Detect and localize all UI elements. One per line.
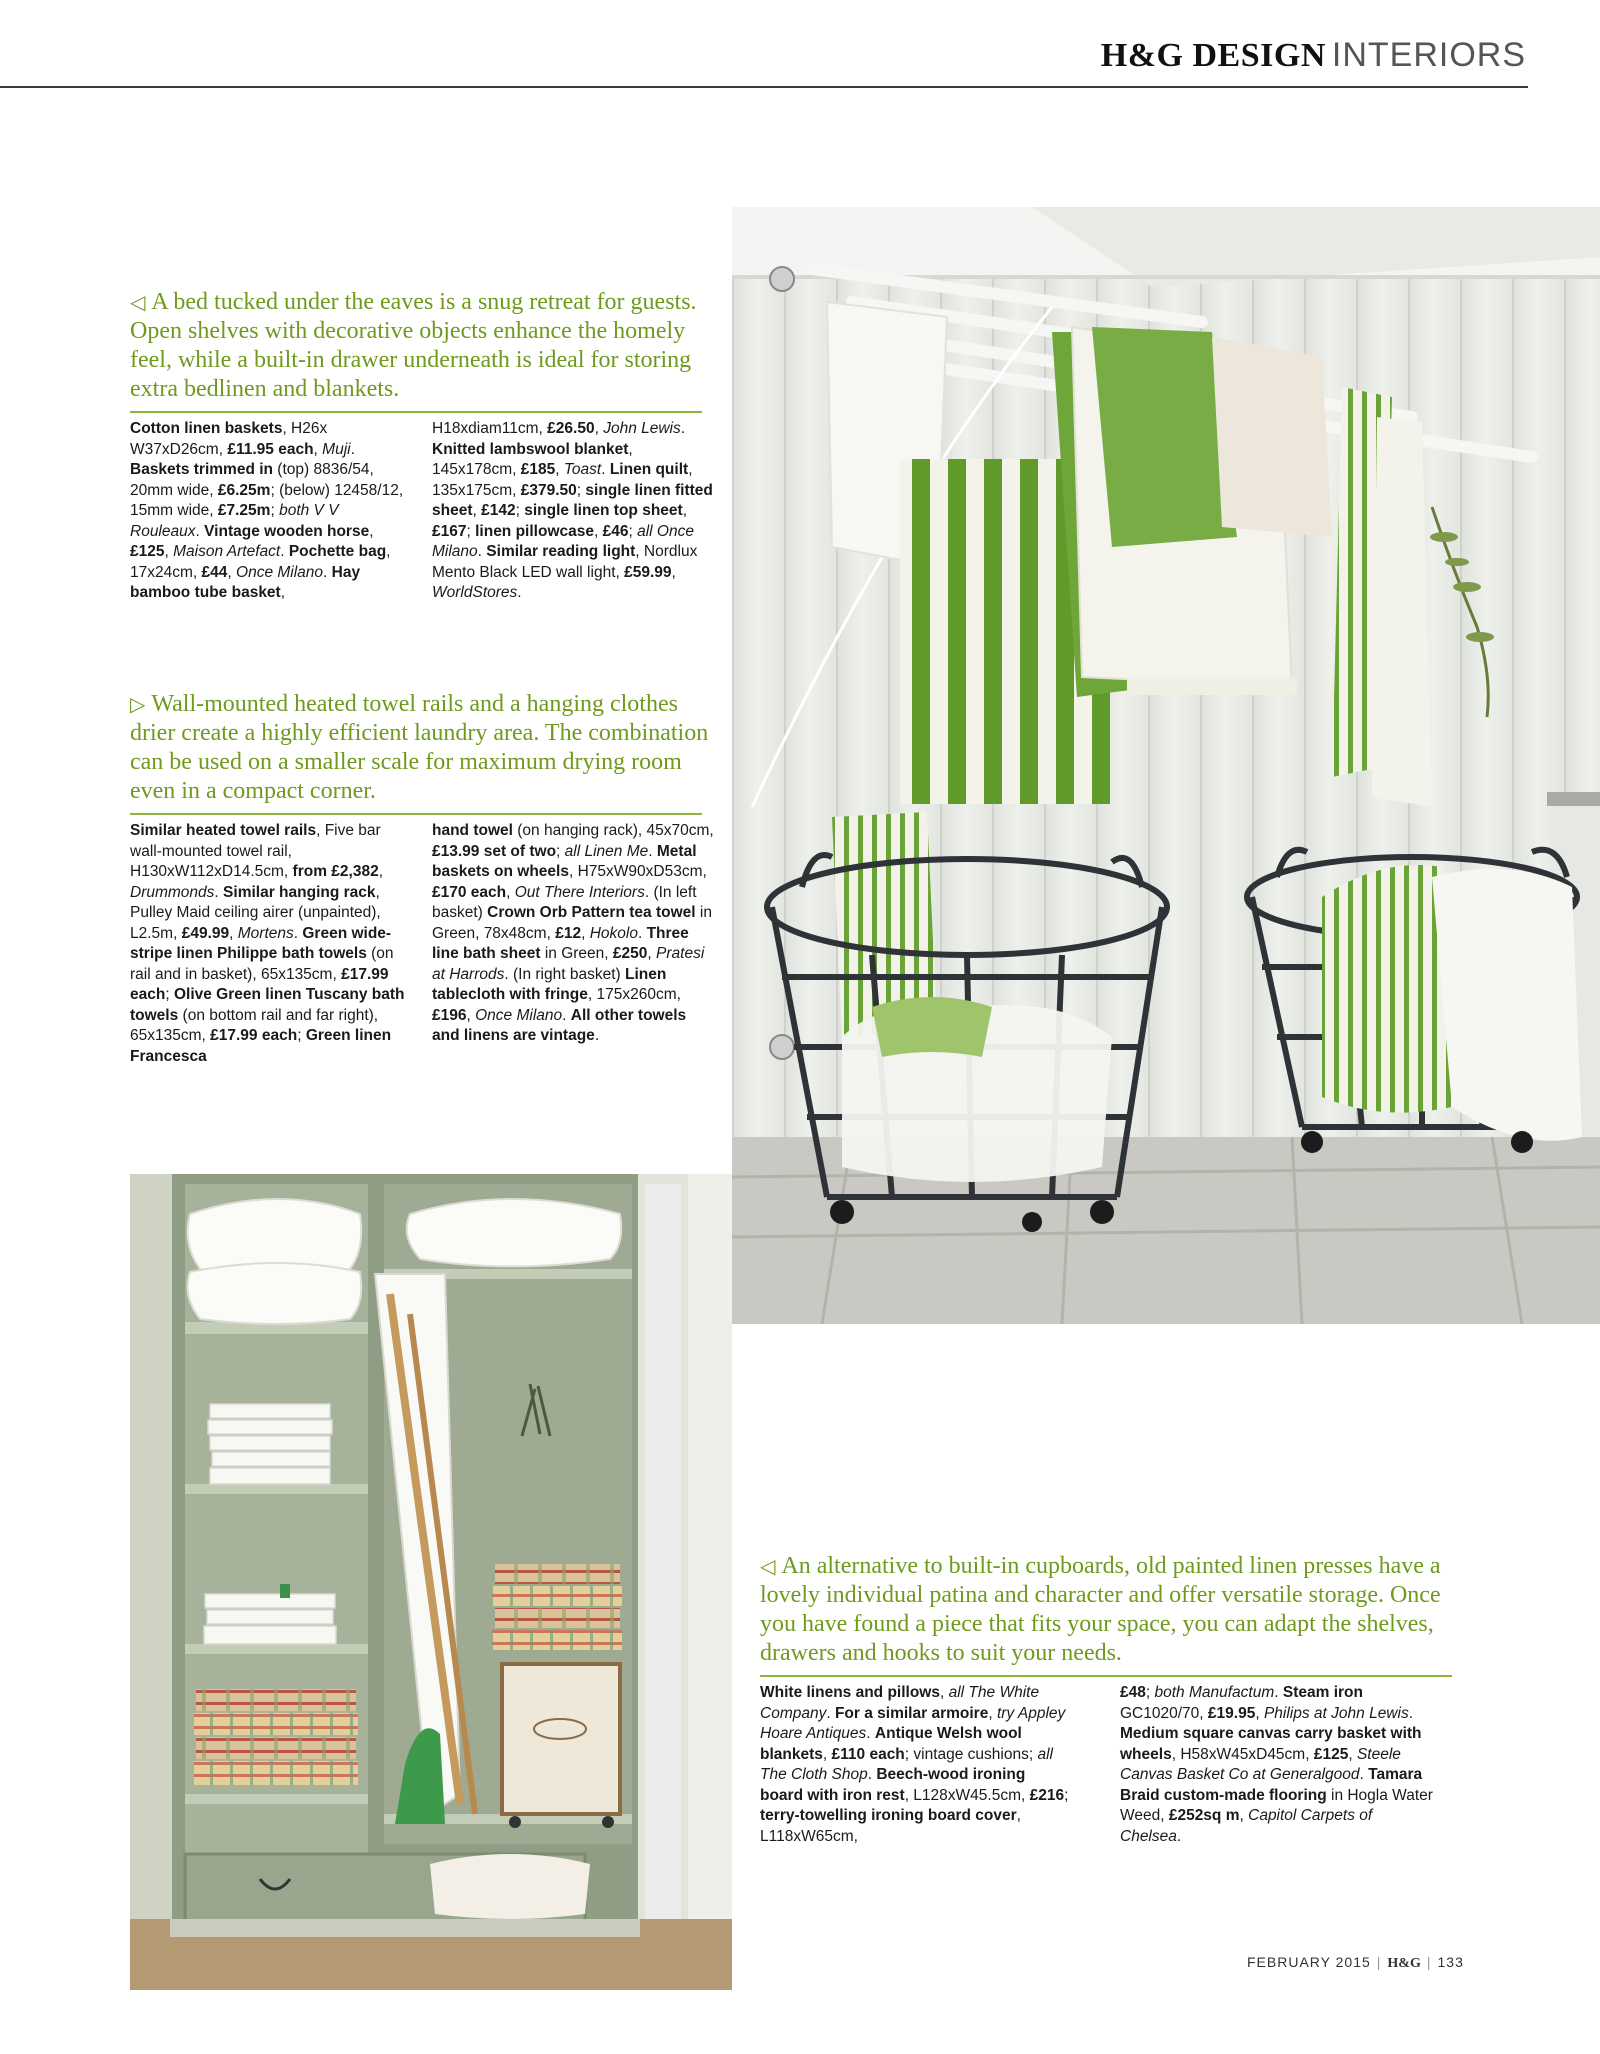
credit-detail: . <box>1408 1704 1414 1722</box>
credit-detail: (top) 8836/54, 20mm wide, <box>130 461 374 499</box>
credit-item-name: Beech-wood ironing board with iron rest <box>760 1766 1026 1804</box>
caption-rule <box>130 411 702 413</box>
credit-detail: ; <box>1064 1786 1069 1804</box>
credit-detail: GC1020/70, <box>1120 1704 1208 1722</box>
credit-item-name: Similar heated towel rails <box>130 822 317 839</box>
credit-detail: ; <box>576 481 586 499</box>
credits-block-1 <box>130 419 720 629</box>
credit-item-name: £7.25m <box>217 502 271 519</box>
credit-detail: in Green, 78x48cm, <box>432 904 712 942</box>
credit-stockist: Toast <box>563 461 602 478</box>
credit-detail: ; (below) 12458/12, 15mm wide, <box>130 481 404 519</box>
magazine-short: H&G <box>1387 1956 1421 1971</box>
credit-item-name: £379.50 <box>520 481 577 499</box>
credit-detail: . <box>477 543 487 560</box>
credit-detail: , H75xW90xD53cm, <box>568 863 707 880</box>
credit-item-name: Cotton linen baskets <box>130 420 283 437</box>
caption-linen-press <box>760 1552 1462 1668</box>
caption-rule <box>130 813 702 815</box>
credit-item-name: £11.95 each <box>227 440 314 458</box>
credit-item-name: Vintage wooden horse <box>204 522 370 540</box>
credit-detail: . <box>680 420 686 437</box>
credit-detail: . <box>195 522 205 540</box>
credit-item-name: £12 <box>555 924 582 942</box>
magazine-brand: H&G DESIGN <box>1100 37 1326 74</box>
credit-item-name: Olive Green linen Tuscany bath towels <box>130 986 405 1024</box>
credit-detail: . (In right basket) <box>504 965 625 983</box>
credit-detail: . <box>637 924 647 942</box>
credit-item-name: £196 <box>432 1006 467 1024</box>
credit-detail: . <box>826 1704 835 1722</box>
credit-detail: , H26x W37xD26cm, <box>130 420 328 458</box>
credit-item-name: single linen top sheet <box>524 502 683 519</box>
credit-item-name: £110 each <box>831 1745 905 1763</box>
credit-detail: (on hanging rack), 45x70cm, <box>512 822 714 839</box>
credit-item-name: Three line bath sheet <box>432 924 689 962</box>
credit-detail: ; <box>165 986 174 1003</box>
credit-item-name: Antique Welsh wool blankets <box>760 1725 1022 1763</box>
credit-detail: , <box>227 563 237 581</box>
credit-detail: . (In left basket) <box>432 883 697 921</box>
credit-item-name: £6.25m <box>217 481 271 499</box>
credit-detail: , 135x175cm, <box>432 461 693 499</box>
credit-detail: , <box>378 863 384 880</box>
credit-detail: , Five bar wall-mounted towel rail, H130xW112xD14.5cm, <box>130 822 381 880</box>
credit-detail: , <box>1239 1807 1249 1824</box>
credit-detail: in Hogla Water Weed, <box>1120 1786 1433 1824</box>
credit-stockist: all Linen Me <box>564 842 649 860</box>
credit-item-name: Hay bamboo tube basket <box>130 563 361 601</box>
credit-item-name: £167 <box>432 522 467 540</box>
credit-stockist: Once Milano <box>475 1006 563 1024</box>
credit-stockist: all The White Company <box>760 1684 1040 1722</box>
credit-item-name: Green linen Francesca <box>130 1027 392 1065</box>
credit-stockist: Steele Canvas Basket Co at Generalgood <box>1120 1745 1401 1783</box>
credit-detail: . <box>648 842 657 860</box>
credit-detail: , <box>313 440 323 458</box>
credit-item-name: Steam iron <box>1282 1684 1363 1701</box>
credit-item-name: Metal baskets on wheels <box>432 842 697 880</box>
credit-item-name: Pochette bag <box>288 543 387 560</box>
credit-detail: (on rail and in basket), 65x135cm, <box>130 945 394 983</box>
credit-detail: ; <box>556 842 565 860</box>
credit-item-name: Similar reading light <box>486 543 636 560</box>
caption-text: A bed tucked under the eaves is a snug retreat for guests. Open shelves with decorative objects enhance the homely feel, while a built-in drawer underneath is ideal for storing extra bedlinen and blankets. <box>130 289 697 402</box>
credit-stockist: Drummonds <box>130 883 215 901</box>
credit-item-name: £13.99 set of two <box>432 842 557 860</box>
credit-item-name: £44 <box>201 563 228 581</box>
credit-stockist: Capitol Carpets of Chelsea <box>1120 1807 1373 1845</box>
credit-detail: . <box>517 584 522 601</box>
credit-detail: , Nordlux Mento Black LED wall light, <box>432 543 698 581</box>
credits-column-2 <box>1120 1683 1436 1847</box>
section-name: INTERIORS <box>1331 36 1526 74</box>
credit-detail: ; <box>1145 1684 1155 1701</box>
credit-detail: , <box>822 1745 832 1763</box>
credit-detail: , L118xW65cm, <box>760 1807 1021 1845</box>
credit-item-name: £49.99 <box>181 924 230 942</box>
arrow-left-icon: ◁ <box>760 1554 776 1578</box>
credit-stockist: all The Cloth Shop <box>760 1745 1053 1783</box>
credit-item-name: £48 <box>1120 1684 1146 1701</box>
credit-detail: ; <box>297 1027 306 1044</box>
arrow-right-icon: ▷ <box>130 692 146 716</box>
credit-detail: ; <box>466 522 476 540</box>
credit-item-name: £125 <box>1313 1745 1349 1763</box>
credit-stockist: Out There Interiors <box>514 883 645 901</box>
credit-detail: H18xdiam11cm, <box>432 420 548 437</box>
credit-detail: , <box>466 1006 476 1024</box>
credit-item-name: £216 <box>1029 1786 1065 1804</box>
credit-stockist: Mortens <box>237 924 294 942</box>
credit-detail: , <box>1255 1704 1264 1722</box>
credit-stockist: John Lewis <box>603 420 681 437</box>
credit-stockist: Philips at John Lewis <box>1263 1704 1409 1722</box>
credit-item-name: £17.99 each <box>210 1027 298 1044</box>
credit-item-name: linen pillowcase <box>475 522 594 540</box>
credit-detail: , <box>506 883 515 901</box>
credit-detail: , <box>988 1704 997 1722</box>
credit-detail: , <box>369 522 374 540</box>
credit-detail: ; vintage cushions; <box>904 1745 1038 1763</box>
credit-detail: . <box>1274 1684 1283 1701</box>
credit-item-name: £46 <box>602 522 629 540</box>
laundry-illustration <box>732 207 1600 1324</box>
credit-detail: , <box>671 563 676 581</box>
caption-text: An alternative to built-in cupboards, old painted linen presses have a lovely individual patina and character and offer versatile storage. Once you have found a piece that fits your space, you can adapt the shelves, drawers and hooks to suit your needs. <box>760 1553 1441 1666</box>
credits-column-2 <box>432 419 714 604</box>
credit-item-name: from £2,382 <box>292 863 379 880</box>
credits-column-1 <box>130 821 412 1067</box>
credit-item-name: £59.99 <box>624 563 672 581</box>
credit-item-name: For a similar armoire <box>834 1704 989 1722</box>
caption-rule <box>760 1675 1452 1677</box>
credit-item-name: hand towel <box>432 822 513 839</box>
credit-item-name: Knitted lambswool blanket <box>432 440 629 458</box>
caption-bed-under-eaves <box>130 288 720 404</box>
credit-item-name: Medium square canvas carry basket with wheels <box>1120 1725 1422 1763</box>
credit-detail: , L128xW45.5cm, <box>904 1786 1030 1804</box>
credit-detail: . <box>594 1027 600 1044</box>
credit-item-name: Crown Orb Pattern tea towel <box>487 904 696 921</box>
credit-detail: ; <box>515 502 525 519</box>
arrow-left-icon: ◁ <box>130 290 146 314</box>
credit-item-name: £26.50 <box>547 420 595 437</box>
credit-stockist: Pratesi at Harrods <box>432 945 705 983</box>
credit-detail: . <box>867 1766 877 1783</box>
credits-column-2 <box>432 821 714 1047</box>
credit-item-name: £185 <box>520 461 556 478</box>
credit-detail: , H58xW45xD45cm, <box>1171 1745 1314 1763</box>
credit-detail: , <box>280 584 286 601</box>
credits-column-1 <box>130 419 412 604</box>
credit-item-name: £125 <box>130 543 165 560</box>
credit-detail: , <box>682 502 688 519</box>
credit-detail: . <box>601 461 610 478</box>
credit-item-name: £17.99 each <box>130 965 389 1003</box>
page-folio <box>1247 1954 1464 1972</box>
credit-detail: . <box>562 1006 571 1024</box>
credit-detail: . <box>214 883 224 901</box>
credit-detail: , <box>593 522 603 540</box>
credit-detail: , <box>939 1684 949 1701</box>
credit-detail: ; <box>270 502 280 519</box>
credit-detail: , <box>472 502 482 519</box>
credit-item-name: White linens and pillows <box>760 1684 940 1701</box>
credit-detail: . <box>293 924 303 942</box>
credit-item-name: Green wide-stripe linen Philippe bath towels <box>130 924 392 962</box>
credit-detail: . <box>1359 1766 1369 1783</box>
credit-item-name: Linen tablecloth with fringe <box>432 965 667 1003</box>
credit-detail: , <box>229 924 238 942</box>
credit-stockist: Once Milano <box>236 563 324 581</box>
credit-stockist: all Once Milano <box>432 522 694 560</box>
credit-detail: , <box>1348 1745 1357 1763</box>
credit-stockist: Hokolo <box>589 924 638 942</box>
credit-detail: . <box>280 543 289 560</box>
credit-detail: . <box>323 563 332 581</box>
credit-stockist: WorldStores <box>432 584 518 601</box>
credit-item-name: Similar hanging rack <box>223 883 376 901</box>
credit-detail: . <box>866 1725 875 1742</box>
credit-detail: , <box>581 924 590 942</box>
caption-laundry-area <box>130 690 720 806</box>
credits-block-3 <box>760 1683 1460 1858</box>
credit-item-name: terry-towelling ironing board cover <box>760 1807 1017 1824</box>
credit-item-name: Baskets trimmed in <box>130 461 273 478</box>
issue-date: FEBRUARY 2015 <box>1247 1954 1371 1970</box>
credit-item-name: £252sq m <box>1168 1807 1240 1824</box>
credit-detail: , <box>555 461 564 478</box>
credit-item-name: Tamara Braid custom-made flooring <box>1120 1766 1423 1804</box>
credit-stockist: both V V Rouleaux <box>130 502 339 540</box>
credits-column-1 <box>760 1683 1070 1847</box>
folio-separator: | <box>1426 1954 1432 1970</box>
linen-press-photo <box>130 1174 732 1990</box>
credit-detail: ; <box>628 522 638 540</box>
running-head <box>1101 38 1526 73</box>
credit-item-name: £250 <box>612 945 648 962</box>
credit-item-name: single linen fitted sheet <box>432 481 713 519</box>
credit-stockist: Maison Artefact <box>173 543 281 560</box>
caption-text: Wall-mounted heated towel rails and a hanging clothes drier create a highly efficient laundry area. The combination can be used on a smaller scale for maximum drying room even in a compact corner. <box>130 691 709 804</box>
laundry-photo <box>732 207 1600 1324</box>
credit-stockist: both Manufactum <box>1154 1684 1275 1701</box>
credit-stockist: try Appley Hoare Antiques <box>760 1704 1066 1742</box>
credit-detail: , <box>164 543 174 560</box>
credit-stockist: Muji <box>322 440 351 458</box>
credit-detail: , <box>647 945 657 962</box>
credit-detail: , <box>594 420 604 437</box>
folio-separator: | <box>1376 1954 1382 1970</box>
credit-detail: , 17x24cm, <box>130 543 391 581</box>
page-number: 133 <box>1437 1954 1464 1970</box>
credit-item-name: Linen quilt <box>609 461 689 478</box>
credit-detail: in Green, <box>540 945 613 962</box>
credit-detail: , 145x178cm, <box>432 440 633 478</box>
credit-detail: , Pulley Maid ceiling airer (unpainted), L2.5m, <box>130 883 381 942</box>
linen-press-illustration <box>130 1174 732 1990</box>
header-rule <box>0 86 1528 88</box>
credit-item-name: £19.95 <box>1207 1704 1256 1722</box>
credit-detail: . <box>350 440 355 458</box>
credit-detail: (on bottom rail and far right), 65x135cm, <box>130 1006 379 1044</box>
credit-detail: , 175x260cm, <box>587 986 681 1003</box>
credits-block-2 <box>130 821 720 1111</box>
credit-item-name: All other towels and linens are vintage <box>432 1006 687 1044</box>
credit-item-name: £170 each <box>432 883 507 901</box>
credit-detail: . <box>1176 1827 1182 1845</box>
credit-item-name: £142 <box>481 502 516 519</box>
